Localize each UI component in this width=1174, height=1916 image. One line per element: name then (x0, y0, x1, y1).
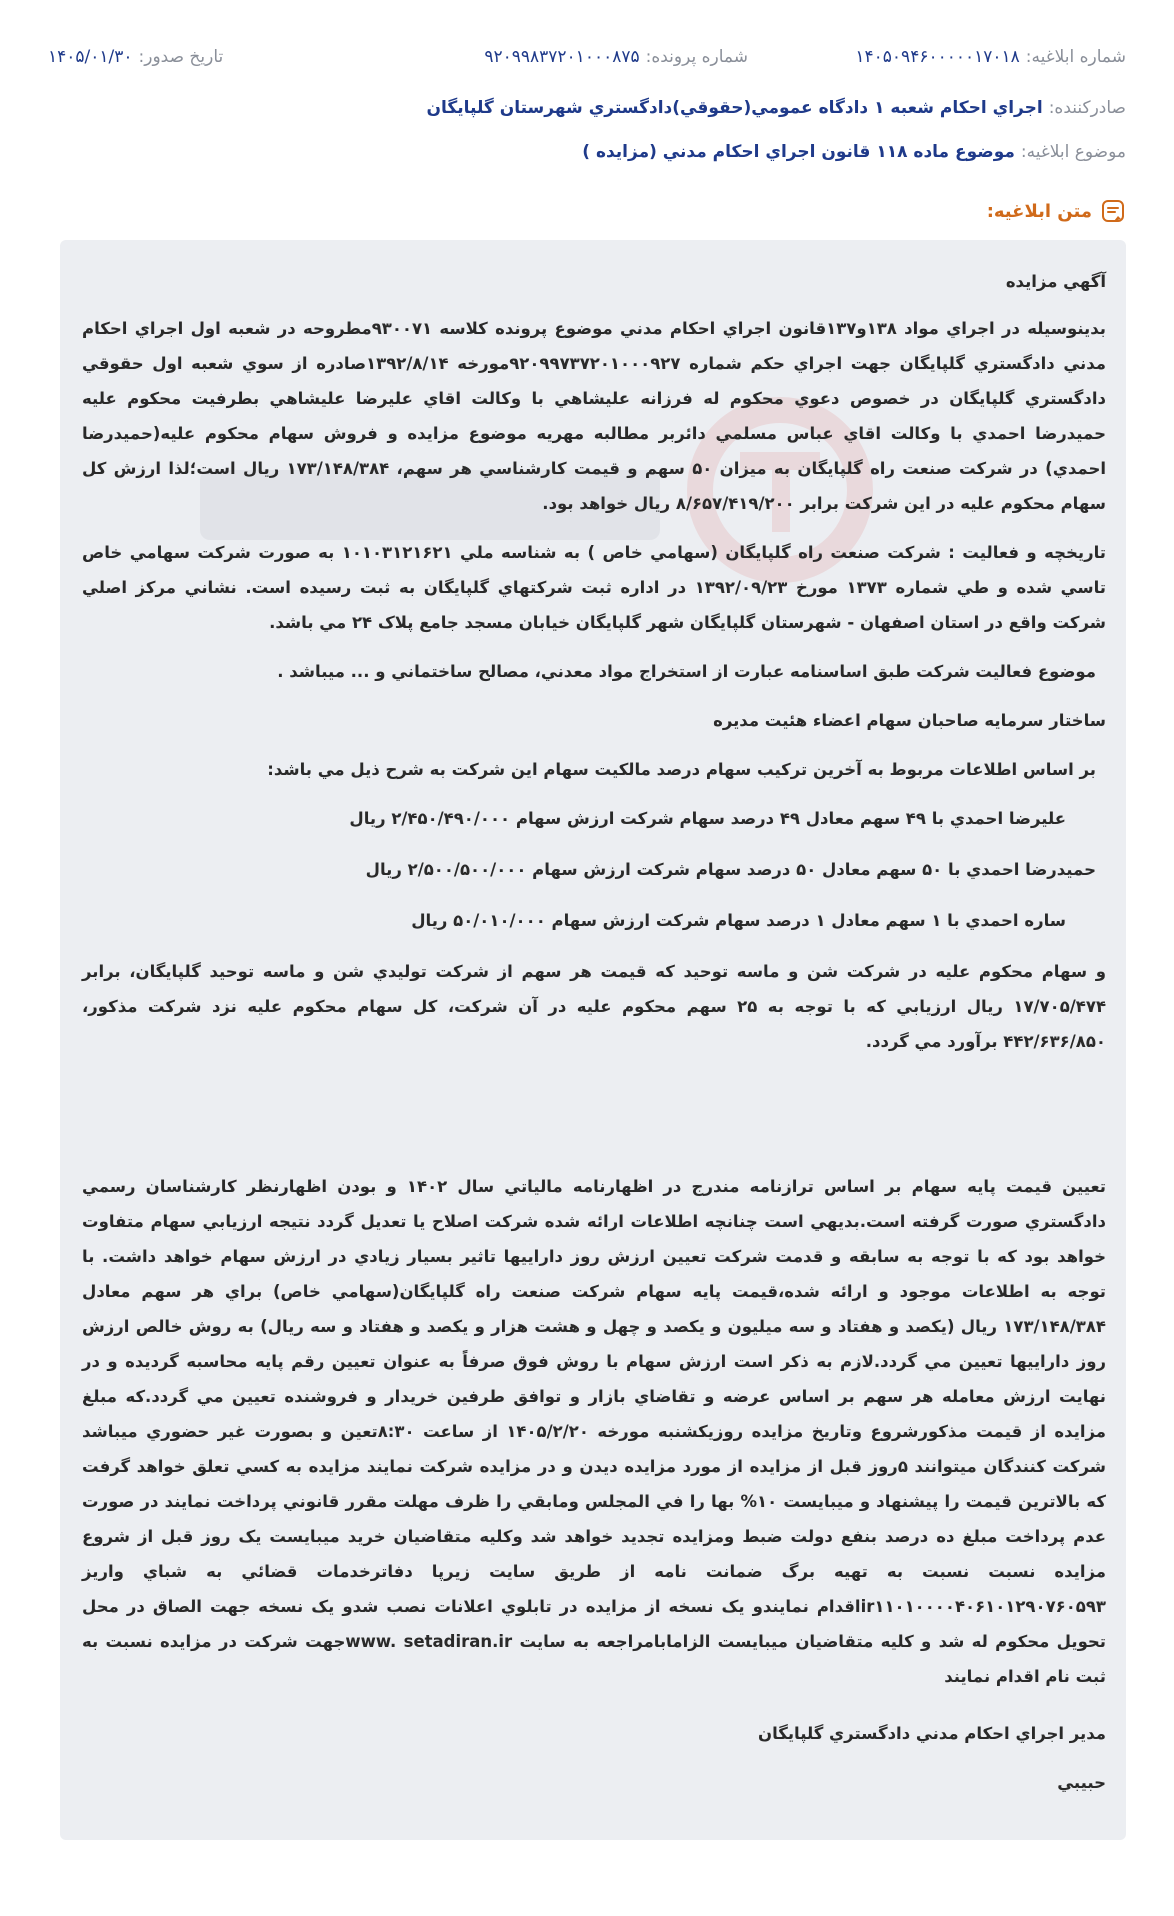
share-line-hamidreza: حميدرضا احمدي با ۵۰ سهم معادل ۵۰ درصد سهام شرکت ارزش سهام ۲/۵۰۰/۵۰۰/۰۰۰ ريال (365, 860, 1096, 879)
notice-text-icon (1100, 198, 1126, 224)
notice-heading: آگهي مزايده (1005, 272, 1106, 291)
notice-number-label: شماره ابلاغيه: (1025, 47, 1126, 67)
paragraph-auction-terms: تعيين قيمت پايه سهام بر اساس ترازنامه مندرج در اظهارنامه مالياتي سال ۱۴۰۲ و بودن اظهارنظر کارشناسان رسمي دادگستري صورت گرفته است.بديهي است چنانچه اطلاعات ارائه شده شرکت اصلاح يا تعديل گردد نتيجه ارزيابي سهام متفاوت خواهد بود که با توجه به سابقه و قدمت شرکت تعيين ارزش روز داراييها تاثير بسيار زيادي در ارزش سهام خواهد داشت. با توجه به اطلاعات موجود و ارائه شده،قيمت پايه سهام شرکت صنعت راه گلپايگان(سهامي خاص) براي هر سهم معادل ۱۷۳/۱۴۸/۳۸۴ ريال (يکصد و هفتاد و سه ميليون و يکصد و چهل و هشت هزار و يکصد و هفتاد و سه ريال) به روش خالص ارزش روز داراييها تعيين مي گردد.لازم به ذکر است ارزش سهام با روش فوق صرفاً به عنوان تعيين رقم پايه محاسبه گرديده و در نهايت ارزش معامله هر سهم بر اساس عرضه و تقاضاي بازار و توافق طرفين خريدار و فروشنده تعيين مي گردد.که مبلغ مزايده از قيمت مذکورشروع وتاريخ مزايده روزيکشنبه مورخه ۱۴۰۵/۲/۲۰ از ساعت ۸:۳۰تعين و بصورت غير حضوري ميباشد شرکت کنندگان ميتوانند ۵روز قبل از مزايده از مورد مزايده ديدن و در مزايده شرکت نمايند مزايده به کسي تعلق خواهد گرفت که بالاترين قيمت را پيشنهاد و ميبايست ۱۰% بها را في المجلس ومابقي را ظرف مهلت مقرر قانوني پرداخت نمايند در صورت عدم پرداخت مبلغ ده درصد بنفع دولت ضبط ومزايده تجديد خواهد شد وکليه متقاضيان خريد ميبايست يک روز قبل از شروع مزايده نسبت نسبت به تهيه برگ ضمانت نامه از طريق سايت زيرپا دفاترخدمات قضائي به شباي واريز ir۱۱۰۱۰۰۰۰۴۰۶۱۰۱۲۹۰۷۶۰۵۹۳اقدام نمايندو يک نسخه از مزايده در تابلوي اعلانات نصب شدو يک نسخه جهت الصاق در محل تحويل محکوم له شد و کليه متقاضيان ميبايست الزامابامراجعه به سايت www. setadiran.irجهت شرکت در مزايده نسبت به ثبت نام اقدام نمايند (82, 1177, 1107, 1686)
paragraph-intro: بدينوسيله در اجراي مواد ۱۳۸و۱۳۷قانون اجراي احکام مدني موضوع پرونده کلاسه ۹۳۰۰۷۱مطروحه در شعبه اول اجراي احکام مدني دادگستري گلپايگان جهت اجراي حکم شماره ۹۲۰۹۹۷۳۷۲۰۱۰۰۰۹۲۷مورخه ۱۳۹۲/۸/۱۴صادره از سوي شعبه اول حقوقي دادگستري گلپايگان در خصوص دعوي محکوم له فرزانه عليشاهي با وکالت اقاي عليرضا عليشاهي بطرفيت محکوم عليه حميدرضا احمدي با وکالت اقاي عباس مسلمي دائربر مطالبه مهريه موضوع مزايده و فروش سهام محکوم عليه(حميدرضا احمدي) در شرکت صنعت راه گلپايگان به ميزان ۵۰ سهم و قيمت کارشناسي هر سهم، ۱۷۳/۱۴۸/۳۸۴ ريال است؛لذا ارزش کل سهام محکوم عليه در اين شرکت برابر ۸/۶۵۷/۴۱۹/۲۰۰ ريال خواهد بود. (82, 319, 1107, 513)
issuer-value: اجراي احکام شعبه ۱ دادگاه عمومي(حقوقي)دادگستري شهرستان گلپايگان (426, 98, 1043, 118)
paragraph-history: تاريخچه و فعاليت : شرکت صنعت راه گلپايگان (سهامي خاص ) به شناسه ملي ۱۰۱۰۳۱۲۱۶۲۱ به صورت شرکت سهامي خاص تاسي شده و طي شماره ۱۳۷۳ مورخ ۱۳۹۲/۰۹/۲۳ در اداره ثبت شرکتهاي گلپايگان به ثبت رسيده است. نشاني مرکز اصلي شرکت واقع در استان اصفهان - شهرستان گلپايگان شهر گلپايگان خيابان مسجد جامع پلاک ۲۴ مي باشد. (82, 543, 1106, 632)
subject-value: موضوع ماده ۱۱۸ قانون اجراي احکام مدني (مزايده ) (582, 142, 1015, 162)
paragraph-tohid-shares: و سهام محکوم عليه در شرکت شن و ماسه توحيد که قيمت هر سهم از شرکت توليدي شن و ماسه توحيد گلپايگان، برابر ۱۷/۷۰۵/۴۷۴ ريال ارزيابي که با توجه به ۲۵ سهم محکوم عليه در آن شرکت، کل سهام محکوم عليه نزد شرکت مذکور، ۴۴۲/۶۳۶/۸۵۰ برآورد مي گردد. (82, 962, 1107, 1051)
notice-number-value: ۱۴۰۵۰۹۴۶۰۰۰۰۰۱۷۰۱۸ (855, 47, 1020, 67)
paragraph-ownership-intro: بر اساس اطلاعات مربوط به آخرين ترکيب سهام درصد مالکيت سهام اين شرکت به شرح ذيل مي باشد: (267, 760, 1096, 779)
issue-date (48, 47, 223, 67)
paragraph-capital-heading: ساختار سرمايه صاحبان سهام اعضاء هئيت مديره (713, 711, 1106, 730)
paragraph-activity: موضوع فعاليت شرکت طبق اساسنامه عبارت از استخراج مواد معدني، مصالح ساختماني و ... ميباشد . (277, 662, 1096, 681)
issue-date-label: تاريخ صدور: (138, 47, 224, 67)
signature-title: مدير اجراي احکام مدني دادگستري گلپايگان (757, 1724, 1106, 1743)
section-heading (987, 198, 1126, 224)
notice-number (855, 47, 1126, 67)
share-line-sareh: ساره احمدي با ۱ سهم معادل ۱ درصد سهام شرکت ارزش سهام ۵۰/۰۱۰/۰۰۰ ريال (411, 911, 1066, 930)
case-number-label: شماره پرونده: (645, 47, 748, 67)
subject-label: موضوع ابلاغيه: (1020, 142, 1126, 162)
case-number (484, 47, 748, 67)
meta-row-issuer (48, 98, 1126, 118)
signature-name: حبيبي (1057, 1773, 1106, 1792)
meta-row-subject (48, 142, 1126, 162)
issue-date-value: ۱۴۰۵/۰۱/۳۰ (48, 47, 133, 67)
issuer-label: صادرکننده: (1048, 98, 1126, 118)
share-line-alireza: عليرضا احمدي با ۴۹ سهم معادل ۴۹ درصد سهام شرکت ارزش سهام ۲/۴۵۰/۴۹۰/۰۰۰ ريال (349, 809, 1066, 828)
case-number-value: ۹۲۰۹۹۸۳۷۲۰۱۰۰۰۸۷۵ (484, 47, 640, 67)
notice-text-card (60, 240, 1126, 1840)
section-title: متن ابلاغيه: (986, 200, 1092, 222)
